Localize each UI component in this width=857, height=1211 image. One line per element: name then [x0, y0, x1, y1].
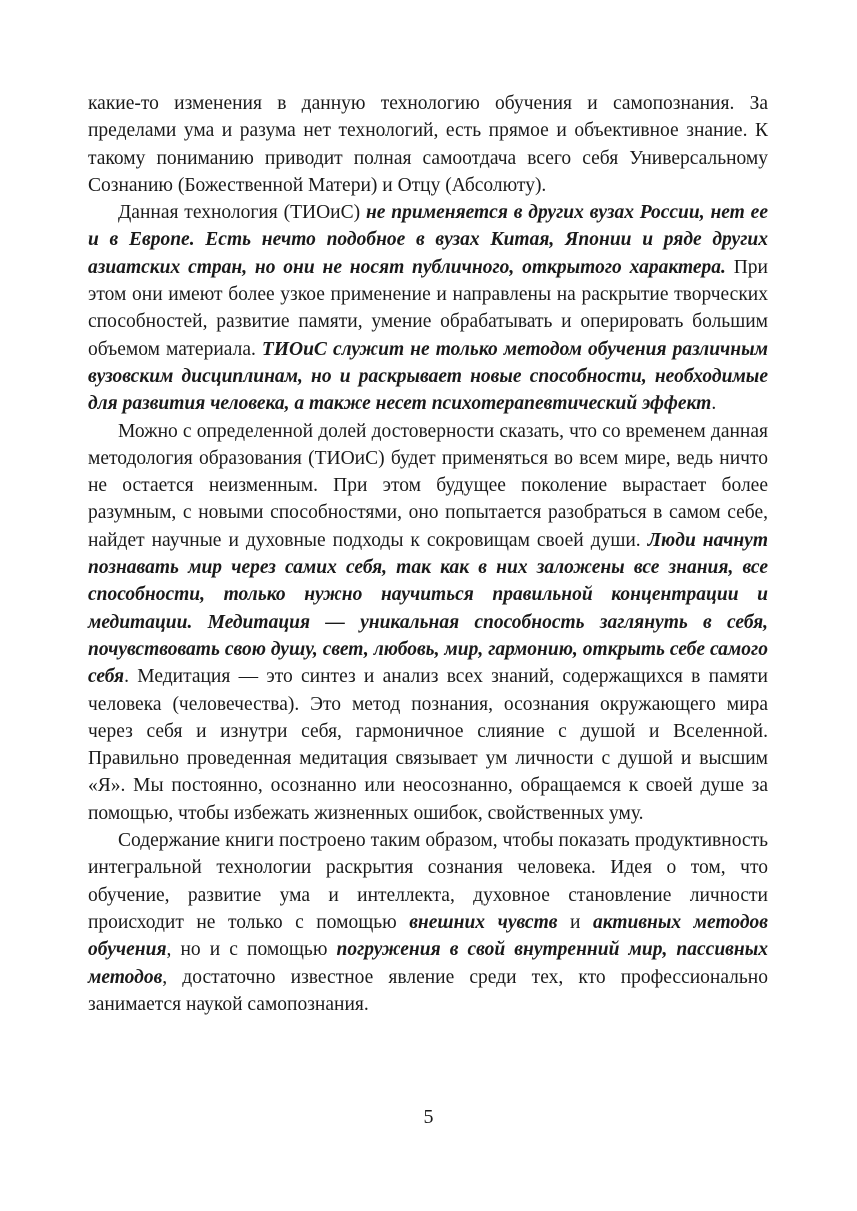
paragraph-2	[88, 199, 768, 417]
emphasis-run: активных методов обучения	[88, 911, 768, 961]
emphasis-run: Люди начнут познавать мир через самих себя, так как в них заложены все знания, все способности, только нужно научиться правильной концентрации и медитации. Медитация — уникальная способность заглянуть в себя, почувствовать свою душу, свет, любовь, мир, гармонию, открыть себе самого себя	[88, 529, 768, 688]
text-run: Можно с определенной долей достоверности сказать, что со временем данная методология образования (ТИОиС) будет применяться во всем мире, ведь ничто не остается неизменным. При этом будущее поколение вырастает более разумным, с новыми способностями, оно попытается разобраться в самом себе, найдет научные и духовные подходы к сокровищам своей души.	[88, 420, 768, 551]
text-run: Данная технология (ТИОиС)	[118, 202, 366, 224]
paragraph-4	[88, 827, 768, 1018]
text-run: При этом они имеют более узкое применение и направлены на раскрытие творческих способностей, развитие памяти, умение обрабатывать и оперировать большим объемом материала.	[88, 256, 768, 360]
emphasis-run: ТИОиС служит не только методом обучения различным вузовским дисциплинам, но и раскрывает новые способности, необходимые для развития человека, а также несет психотерапевтический эффект	[88, 338, 768, 415]
page-text	[88, 90, 768, 1018]
emphasis-run: внешних чувств	[409, 911, 558, 933]
emphasis-run: не применяется в других вузах России, нет ее и в Европе. Есть нечто подобное в вузах Китая, Японии и ряде других азиатских стран, но они не носят публичного, открытого характера.	[88, 202, 768, 278]
emphasis-run: погружения в свой внутренний мир, пассивных методов	[88, 939, 768, 988]
text-run: , достаточно известное явление среди тех, кто профессионально занимается наукой самопознания.	[88, 966, 768, 1015]
text-run: , но и с помощью	[166, 939, 337, 961]
page-number: 5	[423, 1106, 434, 1128]
paragraph-3	[88, 418, 768, 827]
text-run: и	[557, 911, 593, 933]
text-run: . Медитация — это синтез и анализ всех знаний, содержащихся в памяти человека (человечества). Это метод познания, осознания окружающего мира через себя и изнутри себя, гармоничное слияние с душой и Вселенной. Правильно проведенная медитация связывает ум личности с душой и высшим «Я». Мы постоянно, осознанно или неосознанно, обращаемся к своей душе за помощью, чтобы избежать жизненных ошибок, свойственных уму.	[88, 666, 768, 824]
text-run: Содержание книги построено таким образом, чтобы показать продуктивность интегральной технологии раскрытия сознания человека. Идея о том, что обучение, развитие ума и интеллекта, духовное становление личности происходит не только с помощью	[88, 830, 768, 933]
text-run: .	[711, 393, 717, 415]
text-run: какие-то изменения в данную технологию обучения и самопознания. За пределами ума и разума нет технологий, есть прямое и объективное знание. К такому пониманию приводит полная самоотдача всего себя Универсальному Сознанию (Божественной Матери) и Отцу (Абсолюту).	[88, 93, 768, 196]
paragraph-1	[88, 90, 768, 199]
